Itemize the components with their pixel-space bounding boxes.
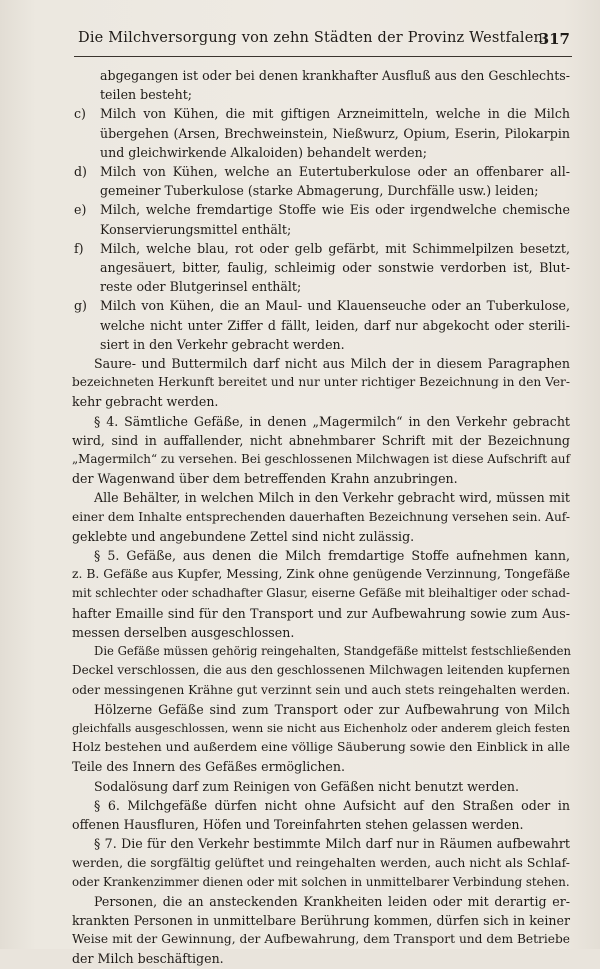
text-line: Alle Behälter, in welchen Milch in den Verkehr gebracht wird, müssen mit [94, 490, 570, 506]
list-item [72, 104, 570, 162]
text-line: Holz bestehen und außerdem eine völlige Säuberung sowie den Einblick in alle [72, 740, 570, 755]
text-line: oder messingenen Krähne gut verzinnt sein und auch stets reingehalten werden. [72, 682, 571, 697]
text-line: der Milch beschäftigen. [72, 951, 224, 967]
text-line: einer dem Inhalte entsprechenden dauerhaften Bezeichnung versehen sein. Auf- [72, 509, 570, 524]
paragraph [72, 796, 570, 834]
text-line: kehr gebracht werden. [72, 394, 219, 410]
header-rule [74, 56, 572, 57]
paragraph [72, 546, 570, 642]
text-line: geklebte und angebundene Zettel sind nicht zulässig. [72, 528, 415, 544]
text-line: übergehen (Arsen, Brechweinstein, Nießwurz, Opium, Eserin, Pilokarpin [100, 125, 570, 141]
text-line: wird, sind in auffallender, nicht abnehmbarer Schrift mit der Bezeichnung [72, 432, 570, 448]
paragraph [72, 354, 570, 412]
text-line: § 7. Die für den Verkehr bestimmte Milch darf nur in Räumen aufbewahrt [94, 836, 570, 852]
text-line: reste oder Blutgerinsel enthält; [100, 279, 302, 295]
list-item [72, 162, 570, 200]
text-line: welche nicht unter Ziffer d fällt, leiden, darf nur abgekocht oder sterili- [100, 317, 570, 333]
text-line: Weise mit der Gewinnung, der Aufbewahrung, dem Transport und dem Betriebe [72, 932, 570, 947]
text-line: Personen, die an ansteckenden Krankheiten leiden oder mit derartig er- [94, 893, 570, 909]
text-line: mit schlechter oder schadhafter Glasur, eiserne Gefäße mit bleihaltiger oder schad- [72, 586, 570, 601]
text-line: Milch von Kühen, die mit giftigen Arzneimitteln, welche in die Milch [100, 106, 570, 122]
text-line: angesäuert, bitter, faulig, schleimig oder sonstwie verdorben ist, Blut- [100, 260, 570, 276]
text-line: bezeichneten Herkunft bereitet und nur unter richtiger Bezeichnung in den Ver- [72, 375, 570, 390]
text-line: Milch, welche fremdartige Stoffe wie Eis oder irgendwelche chemische [100, 202, 570, 218]
list-item-label: e) [74, 202, 87, 218]
text-line: offenen Hausfluren, Höfen und Toreinfahrten stehen gelassen werden. [72, 816, 524, 832]
list-item-label: d) [74, 164, 87, 180]
text-line: Saure- und Buttermilch darf nicht aus Milch der in diesem Paragraphen [94, 356, 570, 372]
text-line: werden, die sorgfältig gelüftet und reingehalten werden, auch nicht als Schlaf- [72, 855, 570, 871]
paragraph [72, 642, 570, 700]
text-line: Milch von Kühen, die an Maul- und Klauenseuche oder an Tuberkulose, [100, 298, 570, 314]
page-header [0, 30, 600, 56]
text-line: siert in den Verkehr gebracht werden. [100, 336, 345, 352]
text-line: z. B. Gefäße aus Kupfer, Messing, Zink ohne genügende Verzinnung, Tongefäße [72, 567, 570, 582]
list-item [72, 296, 570, 354]
text-line: und gleichwirkende Alkaloiden) behandelt werden; [100, 144, 427, 160]
text-line: „Magermilch“ zu versehen. Bei geschlossenen Milchwagen ist diese Aufschrift auf [72, 452, 570, 467]
text-line: Hölzerne Gefäße sind zum Transport oder zur Aufbewahrung von Milch [94, 701, 570, 717]
text-line: teilen besteht; [100, 87, 193, 103]
text-line: § 5. Gefäße, aus denen die Milch fremdartige Stoffe aufnehmen kann, [94, 548, 570, 564]
paragraph [72, 488, 570, 546]
list-item [72, 66, 570, 104]
paragraph [72, 412, 570, 489]
text-line: der Wagenwand über dem betreffenden Krahn anzubringen. [72, 471, 458, 487]
text-line: Sodalösung darf zum Reinigen von Gefäßen nicht benutzt werden. [94, 778, 520, 794]
text-line: § 4. Sämtliche Gefäße, in denen „Magermilch“ in den Verkehr gebracht [94, 413, 570, 429]
paragraphs [72, 354, 570, 969]
text-line: oder Krankenzimmer dienen oder mit solchen in unmittelbarer Verbindung stehen. [72, 874, 570, 889]
text-line: Die Gefäße müssen gehörig reingehalten, Standgefäße mittelst festschließenden [94, 644, 572, 659]
page-body [72, 66, 570, 969]
page-number: 317 [538, 30, 570, 48]
paragraph [72, 892, 570, 969]
paragraph [72, 834, 570, 892]
list-item-label: c) [74, 106, 86, 122]
text-line: abgegangen ist oder bei denen krankhafter Ausfluß aus den Geschlechts- [100, 68, 570, 83]
paragraph [72, 700, 570, 777]
text-line: Konservierungsmittel enthält; [100, 221, 292, 237]
paragraph [72, 777, 570, 796]
text-line: Deckel verschlossen, die aus den geschlossenen Milchwagen leitenden kupfernen [72, 663, 570, 678]
text-line: gemeiner Tuberkulose (starke Abmagerung, Durchfälle usw.) leiden; [100, 183, 539, 199]
numbered-list [72, 66, 570, 354]
text-line: § 6. Milchgefäße dürfen nicht ohne Aufsicht auf den Straßen oder in [94, 797, 570, 813]
list-item-label: g) [74, 298, 87, 314]
text-line: Teile des Innern des Gefäßes ermöglichen. [72, 759, 345, 775]
text-line: messen derselben ausgeschlossen. [72, 624, 295, 640]
list-item-label: f) [74, 240, 84, 256]
running-head: Die Milchversorgung von zehn Städten der Provinz Westfalen. [78, 30, 548, 46]
text-line: Milch, welche blau, rot oder gelb gefärbt, mit Schimmelpilzen besetzt, [100, 240, 570, 256]
text-line: Milch von Kühen, welche an Eutertuberkulose oder an offenbarer all- [100, 164, 570, 180]
text-line: krankten Personen in unmittelbare Berührung kommen, dürfen sich in keiner [72, 912, 570, 928]
text-line: hafter Emaille sind für den Transport und zur Aufbewahrung sowie zum Aus- [72, 605, 570, 621]
list-item [72, 200, 570, 238]
list-item [72, 239, 570, 297]
text-line: gleichfalls ausgeschlossen, wenn sie nicht aus Eichenholz oder anderem gleich festen [72, 720, 570, 735]
